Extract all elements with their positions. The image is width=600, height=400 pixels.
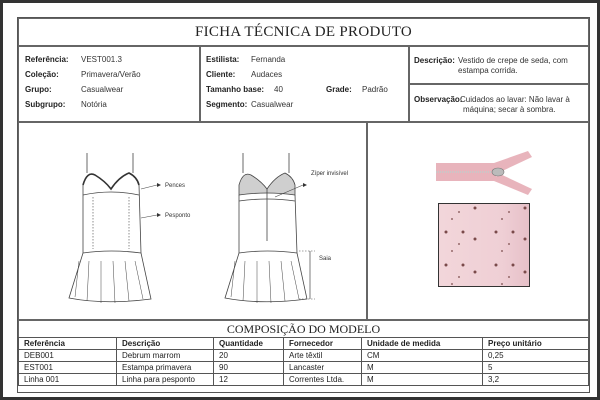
description-box: [409, 46, 589, 84]
zipper-image: [436, 151, 536, 196]
label-estilista: Estilista:: [206, 55, 240, 64]
cell-quantidade: 20: [214, 350, 284, 362]
label-referencia: Referência:: [25, 55, 69, 64]
label-observacao: Observação:: [414, 95, 463, 104]
col-descricao: Descrição: [117, 338, 214, 350]
label-grupo: Grupo:: [25, 85, 52, 94]
table-header-row: [19, 338, 589, 350]
label-grade: Grade:: [326, 85, 352, 94]
dress-back-drawing: [215, 133, 355, 313]
cell-fornecedor: Arte têxtil: [284, 350, 362, 362]
cell-descricao: Debrum marrom: [117, 350, 214, 362]
value-estilista: Fernanda: [251, 55, 286, 64]
label-segmento: Segmento:: [206, 100, 248, 109]
note-pences: Pences: [165, 183, 186, 189]
table-row: [19, 350, 589, 362]
value-grade: Padrão: [362, 85, 388, 94]
value-tamanho-base: 40: [274, 85, 283, 94]
value-grupo: Casualwear: [81, 85, 124, 94]
cell-unidade: M: [362, 374, 483, 386]
cell-quantidade: 12: [214, 374, 284, 386]
label-colecao: Coleção:: [25, 70, 59, 79]
cell-unidade: CM: [362, 350, 483, 362]
materials-panel: [367, 122, 589, 320]
observation-box: [409, 84, 589, 122]
value-segmento: Casualwear: [251, 100, 294, 109]
cell-preco: 5: [483, 362, 589, 374]
observacao-line-2: máquina; secar à sombra.: [463, 105, 556, 114]
info-style-box: [200, 46, 409, 122]
cell-unidade: M: [362, 362, 483, 374]
col-preco: Preço unitário: [483, 338, 589, 350]
col-unidade: Unidade de medida: [362, 338, 483, 350]
table-row: [19, 374, 589, 386]
cell-fornecedor: Correntes Ltda.: [284, 374, 362, 386]
composition-table: [18, 337, 589, 386]
tech-sheet: [17, 17, 590, 393]
note-saia: Saia: [319, 256, 332, 262]
note-pesponto: Pesponto: [165, 213, 191, 219]
note-ziper-invisivel: Zíper invisível: [311, 171, 349, 177]
cell-referencia: Linha 001: [19, 374, 117, 386]
descricao-line-2: estampa corrida.: [458, 66, 518, 75]
cell-fornecedor: Lancaster: [284, 362, 362, 374]
col-fornecedor: Fornecedor: [284, 338, 362, 350]
value-subgrupo: Notória: [81, 100, 107, 109]
cell-preco: 0,25: [483, 350, 589, 362]
value-referencia: VEST001.3: [81, 55, 122, 64]
label-subgrupo: Subgrupo:: [25, 100, 66, 109]
label-cliente: Cliente:: [206, 70, 236, 79]
cell-preco: 3,2: [483, 374, 589, 386]
label-tamanho-base: Tamanho base:: [206, 85, 265, 94]
print-dots-icon: [439, 204, 531, 288]
composition-title: COMPOSIÇÃO DO MODELO: [18, 320, 589, 337]
cell-referencia: EST001: [19, 362, 117, 374]
observacao-line-1: Cuidados ao lavar: Não lavar à: [460, 95, 570, 104]
cell-quantidade: 90: [214, 362, 284, 374]
cell-descricao: Linha para pesponto: [117, 374, 214, 386]
value-cliente: Audaces: [251, 70, 283, 79]
col-quantidade: Quantidade: [214, 338, 284, 350]
cell-descricao: Estampa primavera: [117, 362, 214, 374]
info-product-box: [18, 46, 200, 122]
col-referencia: Referência: [19, 338, 117, 350]
table-row: [19, 362, 589, 374]
label-descricao: Descrição:: [414, 56, 455, 65]
cell-referencia: DEB001: [19, 350, 117, 362]
dress-front-drawing: [59, 133, 199, 313]
technical-drawings-panel: [18, 122, 367, 320]
fabric-print-swatch: [438, 203, 530, 287]
value-colecao: Primavera/Verão: [81, 70, 141, 79]
page-title: FICHA TÉCNICA DE PRODUTO: [18, 18, 589, 46]
descricao-line-1: Vestido de crepe de seda, com: [458, 56, 568, 65]
